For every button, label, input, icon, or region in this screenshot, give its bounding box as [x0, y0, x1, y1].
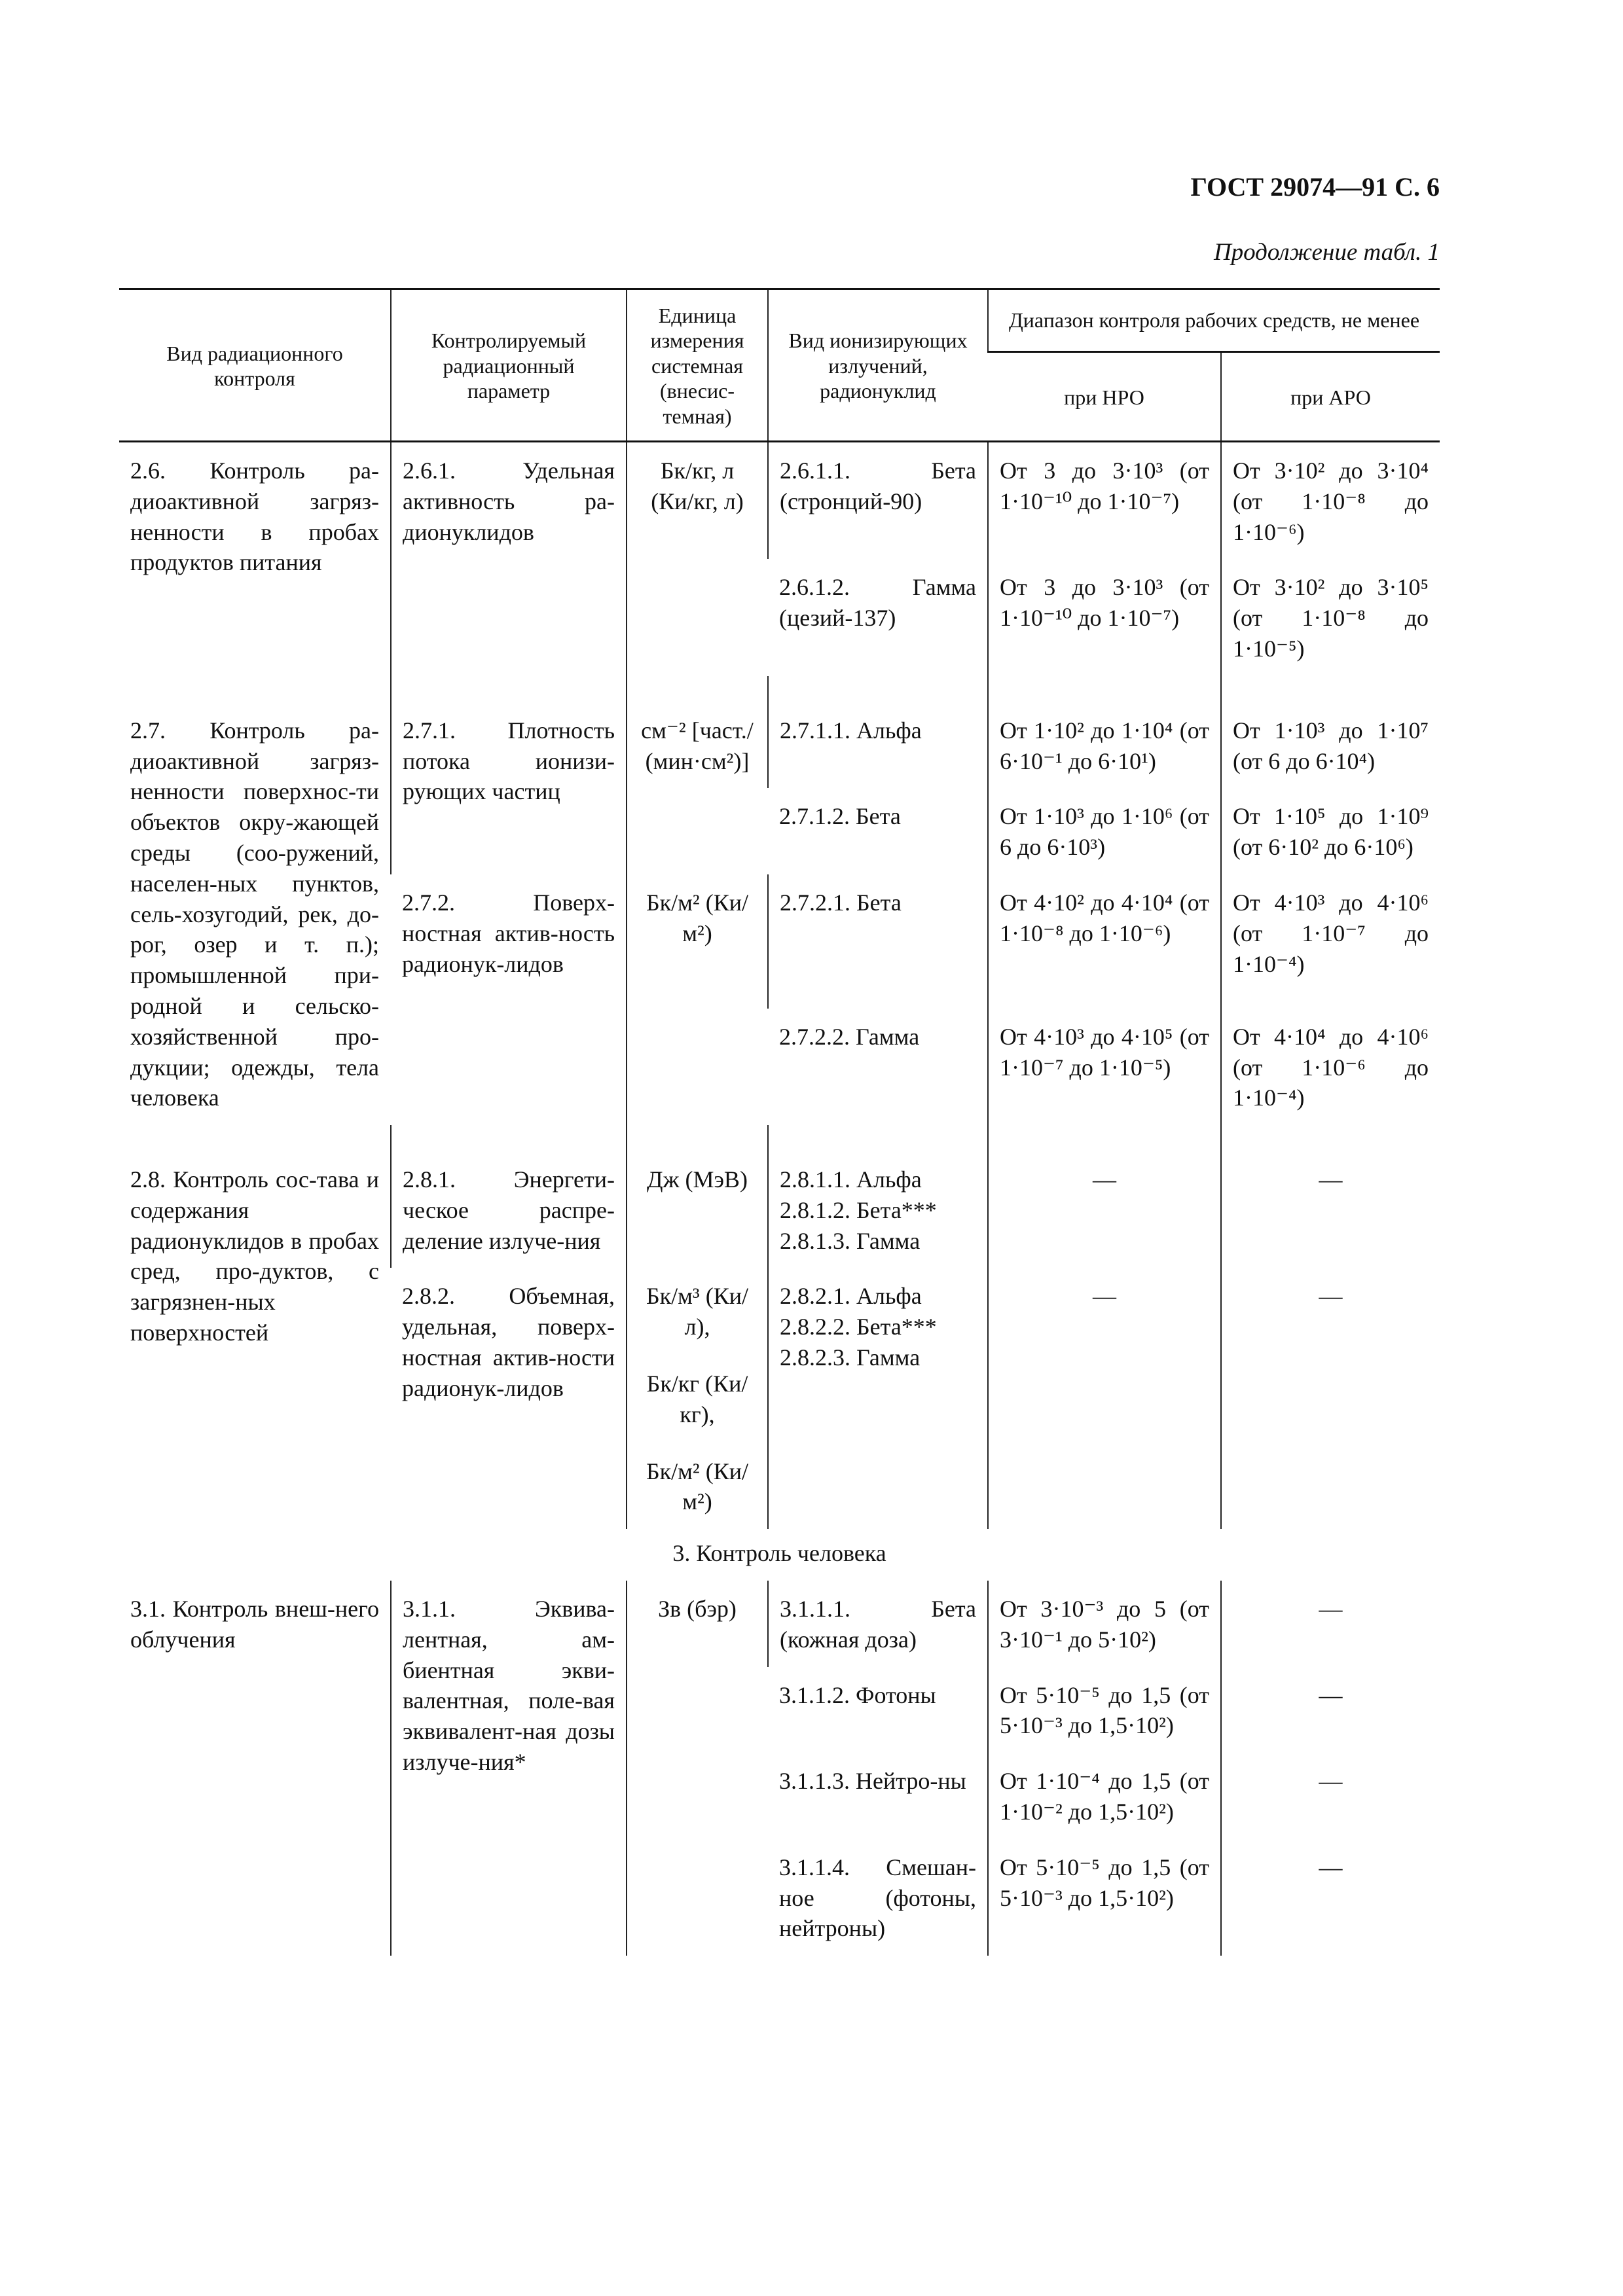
radiation-cell: [768, 1151, 988, 1268]
kind-cell: 3.1. Контроль внеш-него облучения: [130, 1596, 379, 1653]
radiation-cell: 2.7.2.2. Гамма: [779, 1023, 920, 1050]
radiation-line: 2.8.2.3. Гамма: [780, 1344, 921, 1371]
radiation-line: 2.8.1.3. Гамма: [780, 1227, 921, 1254]
col-header-kind: Вид радиационного контроля: [119, 289, 391, 442]
aro-cell: [1221, 1839, 1440, 1956]
param-cell: 2.8.2. Объемная, удельная, поверх-ностная актив-ности радионук-лидов: [402, 1283, 615, 1401]
aro-cell: От 1·10⁵ до 1·10⁹ (от 6·10² до 6·10⁶): [1221, 788, 1440, 874]
radiation-line: 2.8.1.1. Альфа: [780, 1166, 922, 1193]
dash: —: [1319, 1681, 1343, 1708]
radiation-cell: 2.6.1.1. Бета (стронций-90): [768, 441, 988, 559]
param-cell: 2.8.1. Энергети-ческое распре-деление излуче-ния: [391, 1151, 627, 1268]
aro-cell: От 4·10⁴ до 4·10⁶ (от 1·10⁻⁶ до 1·10⁻⁴): [1221, 1009, 1440, 1125]
nro-cell: [988, 1151, 1221, 1268]
kind-cell: 2.8. Контроль сос-тава и содержания радионуклидов в пробах сред, про-дуктов, с загрязнен-ных поверхностей: [130, 1166, 379, 1346]
dash: —: [1319, 1596, 1343, 1623]
table-row: [119, 702, 1440, 789]
table-row: [119, 441, 1440, 559]
unit-cell: Бк/м² (Ки/м²): [627, 874, 768, 1125]
nro-cell: От 3 до 3·10³ (от 1·10⁻¹⁰ до 1·10⁻⁷): [988, 559, 1221, 675]
section-title: 3. Контроль человека: [672, 1540, 886, 1567]
col-header-nro: при НРО: [988, 351, 1221, 441]
nro-cell: От 4·10³ до 4·10⁵ (от 1·10⁻⁷ до 1·10⁻⁵): [988, 1009, 1221, 1125]
aro-cell: [1221, 1268, 1440, 1529]
kind-cell: 2.7. Контроль ра-диоактивной загряз-ненности поверхнос-ти объектов окру-жающей среды (соо-ружений, населен-ных пунктов, сель-хозугодий, рек, до-рог, озер и т. п.); промышленной при-родной и сельско-хозяйственной про-дукции; одежды, тела человека: [130, 717, 379, 1111]
radiation-cell: 3.1.1.3. Нейтро-ны: [779, 1768, 966, 1795]
document-code: ГОСТ 29074—91 С. 6: [1190, 172, 1440, 202]
radiation-cell: 2.6.1.2. Гамма (цезий-137): [779, 574, 976, 632]
param-cell: 2.6.1. Удельная активность ра-дионуклидов: [391, 441, 627, 675]
dash: —: [1319, 1768, 1343, 1795]
aro-cell: От 1·10³ до 1·10⁷ (от 6 до 6·10⁴): [1221, 702, 1440, 789]
aro-cell: От 3·10² до 3·10⁵ (от 1·10⁻⁸ до 1·10⁻⁵): [1221, 559, 1440, 675]
col-header-radiation: Вид ионизирующих излучений, радионуклид: [768, 289, 988, 442]
nro-cell: От 4·10² до 4·10⁴ (от 1·10⁻⁸ до 1·10⁻⁶): [988, 874, 1221, 1009]
dash: —: [1319, 1166, 1343, 1193]
radiation-cell: 2.7.1.2. Бета: [779, 803, 901, 830]
table-row: [119, 1581, 1440, 1667]
col-header-unit: Единица измерения системная (внесис-темная): [627, 289, 768, 442]
col-header-param: Контролируемый радиационный параметр: [391, 289, 627, 442]
radiation-line: 2.8.2.1. Альфа: [780, 1283, 922, 1310]
param-cell: 2.7.2. Поверх-ностная актив-ность радионук-лидов: [402, 889, 615, 977]
kind-cell: 2.6. Контроль ра-диоактивной загряз-ненности в пробах продуктов питания: [130, 457, 379, 576]
table-continuation-label: Продолжение табл. 1: [1213, 239, 1440, 266]
radiation-line: 2.8.1.2. Бета***: [780, 1196, 937, 1223]
dash: —: [1319, 1854, 1343, 1880]
radiation-cell: 2.7.2.1. Бета: [768, 874, 988, 1009]
aro-cell: [1221, 1581, 1440, 1667]
unit-line: Бк/м³ (Ки/л),: [646, 1283, 748, 1340]
param-cell: 3.1.1. Эквива-лентная, ам-биентная экви-валентная, поле-вая эквивалент-ная дозы излуче-ния*: [391, 1581, 627, 1956]
section-row: [119, 1529, 1440, 1581]
nro-cell: От 1·10⁻⁴ до 1,5 (от 1·10⁻² до 1,5·10²): [988, 1753, 1221, 1839]
aro-cell: [1221, 1151, 1440, 1268]
radiation-control-table: [119, 288, 1440, 1956]
nro-cell: От 1·10³ до 1·10⁶ (от 6 до 6·10³): [988, 788, 1221, 874]
radiation-cell: 3.1.1.1. Бета (кожная доза): [768, 1581, 988, 1667]
aro-cell: [1221, 1753, 1440, 1839]
dash: —: [1093, 1283, 1116, 1310]
radiation-cell: 3.1.1.2. Фотоны: [779, 1681, 936, 1708]
aro-cell: От 3·10² до 3·10⁴ (от 1·10⁻⁸ до 1·10⁻⁶): [1221, 441, 1440, 559]
unit-cell: Дж (МэВ): [627, 1151, 768, 1268]
nro-cell: От 1·10² до 1·10⁴ (от 6·10⁻¹ до 6·10¹): [988, 702, 1221, 789]
unit-cell: Бк/кг, л (Ки/кг, л): [627, 441, 768, 675]
radiation-cell: [768, 1268, 988, 1529]
table-row: [119, 1151, 1440, 1268]
unit-line: Бк/кг (Ки/кг),: [646, 1371, 748, 1427]
radiation-line: 2.8.2.2. Бета***: [780, 1314, 937, 1340]
nro-cell: От 5·10⁻⁵ до 1,5 (от 5·10⁻³ до 1,5·10²): [988, 1839, 1221, 1956]
radiation-cell: 2.7.1.1. Альфа: [768, 702, 988, 789]
aro-cell: [1221, 1667, 1440, 1753]
dash: —: [1319, 1283, 1343, 1310]
unit-cell: [627, 1268, 768, 1529]
unit-cell: Зв (бэр): [627, 1581, 768, 1956]
col-header-range: Диапазон контроля рабочих средств, не менее: [988, 289, 1440, 352]
nro-cell: От 3·10⁻³ до 5 (от 3·10⁻¹ до 5·10²): [988, 1581, 1221, 1667]
nro-cell: От 5·10⁻⁵ до 1,5 (от 5·10⁻³ до 1,5·10²): [988, 1667, 1221, 1753]
radiation-cell: 3.1.1.4. Смешан-ное (фотоны, нейтроны): [779, 1854, 976, 1942]
unit-cell: см⁻² [част./ (мин·см²)]: [627, 702, 768, 874]
nro-cell: [988, 1268, 1221, 1529]
unit-line: Бк/м² (Ки/м²): [646, 1458, 748, 1515]
nro-cell: От 3 до 3·10³ (от 1·10⁻¹⁰ до 1·10⁻⁷): [988, 441, 1221, 559]
dash: —: [1093, 1166, 1116, 1193]
param-cell: 2.7.1. Плотность потока ионизи-рующих частиц: [391, 702, 627, 874]
col-header-aro: при АРО: [1221, 351, 1440, 441]
aro-cell: От 4·10³ до 4·10⁶ (от 1·10⁻⁷ до 1·10⁻⁴): [1221, 874, 1440, 1009]
